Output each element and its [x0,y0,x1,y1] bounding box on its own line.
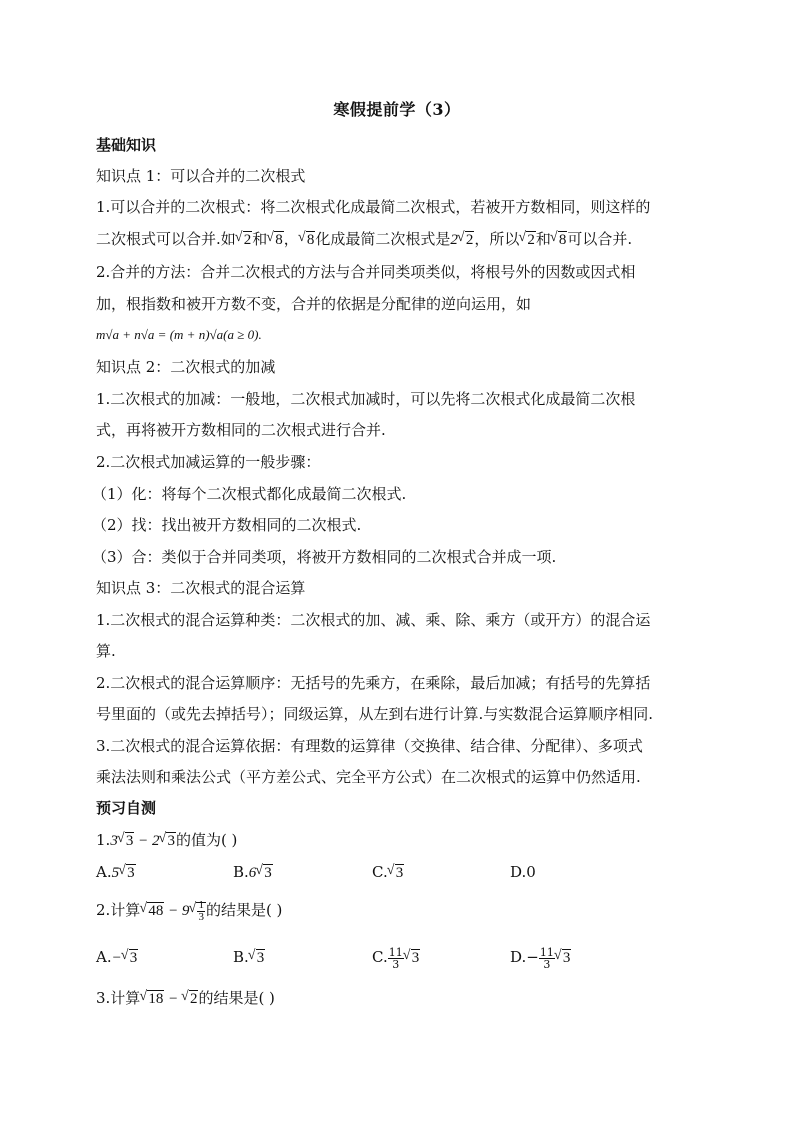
q1-expr: 3√ 3 − 2√ 3 [110,833,176,849]
k3-p1-line2: 算. [96,642,116,660]
q3-stem [96,987,275,1010]
comma: ， [283,230,299,248]
k3-p2-line2: 号里面的（或先去掉括号）；同级运算，从左到右进行计算.与实数混合运算顺序相同. [96,705,654,723]
q2-expr: √ 48 − 9 √ $\frac{1}{3}$ [140,903,206,919]
sqrt8-expr-2: √ 8 [299,229,316,251]
q2-option-a[interactable]: A.−√ 3 [96,946,138,969]
k2-heading: 知识点 2：二次根式的加减 [96,358,276,376]
q3-prefix: 3.计算 [96,989,141,1007]
sqrt8-expr-3: √ 8 [551,229,568,251]
q1-suffix: 的值为( ) [175,831,238,849]
section-basics-heading: 基础知识 [96,136,157,154]
section-preview-heading: 预习自测 [96,799,157,817]
k1-heading: 知识点 1：可以合并的二次根式 [96,167,306,185]
q2-prefix: 2.计算 [96,901,141,919]
k2-step2: （2）找：找出被开方数相同的二次根式. [92,516,362,534]
q2-option-c[interactable]: C. $\frac{11}{3}$ √ 3 [372,946,420,970]
k3-p3-line1: 3.二次根式的混合运算依据：有理数的运算律（交换律、结合律、分配律）、多项式 [96,737,643,755]
two-sqrt2-expr: 2√ 2 [450,232,474,248]
k1-p1-end: 可以合并. [567,230,633,248]
conj-and: 和 [252,230,268,248]
q2-option-b[interactable]: B.√ 3 [233,946,265,969]
k2-step3: （3）合：类似于合并同类项，将被开方数相同的二次根式合并成一项. [92,548,557,566]
k1-formula: m√a + n√a = (m + n)√a(a ≥ 0). [96,327,262,342]
q3-suffix: 的结果是( ) [198,989,275,1007]
q2-stem [96,899,282,923]
k3-heading: 知识点 3：二次根式的混合运算 [96,579,306,597]
sqrt8-expr: √ 8 [267,229,284,251]
sqrt2-expr: √ 2 [236,229,253,251]
k1-p1-so: ，所以 [474,230,520,248]
k1-p1-line2 [96,228,632,251]
q1-option-d[interactable]: D.0 [510,863,536,881]
q2-suffix: 的结果是( ) [205,901,283,919]
k2-p2: 2.二次根式加减运算的一般步骤： [96,453,321,471]
k1-p2-line2: 加，根指数和被开方数不变，合并的依据是分配律的逆向运用，如 [96,295,532,313]
q2-option-d[interactable]: D.− $\frac{11}{3}$ √ 3 [510,946,571,970]
k2-p1-line1: 1.二次根式的加减：一般地，二次根式加减时，可以先将二次根式化成最简二次根 [96,390,636,408]
k2-p1-line2: 式，再将被开方数相同的二次根式进行合并. [96,421,386,439]
q1-option-b[interactable]: B.6√ 3 [233,861,273,884]
q1-option-c[interactable]: C.√ 3 [372,861,404,884]
q1-stem [96,829,237,852]
k3-p1-line1: 1.二次根式的混合运算种类：二次根式的加、减、乘、除、乘方（或开方）的混合运 [96,611,651,629]
k1-p2-line1: 2.合并的方法：合并二次根式的方法与合并同类项类似，将根号外的因数或因式相 [96,263,636,281]
k2-step1: （1）化：将每个二次根式都化成最简二次根式. [92,485,407,503]
q1-option-a[interactable]: A.5√ 3 [96,861,136,884]
k1-p1-mid: 化成最简二次根式是 [315,230,451,248]
page-title: 寒假提前学（3） [333,100,461,119]
k3-p3-line2: 乘法法则和乘法公式（平方差公式、完全平方公式）在二次根式的运算中仍然适用. [96,768,641,786]
q3-expr: √ 18 − √ 2 [140,991,198,1007]
conj-and-2: 和 [535,230,551,248]
k3-p2-line1: 2.二次根式的混合运算顺序：无括号的先乘方，在乘除，最后加减；有括号的先算括 [96,674,651,692]
sqrt2-expr-2: √ 2 [519,229,536,251]
k1-p1-prefix: 二次根式可以合并.如 [96,230,236,248]
q1-number: 1. [96,831,111,849]
k1-p1-line1: 1.可以合并的二次根式：将二次根式化成最简二次根式，若被开方数相同，则这样的 [96,198,651,216]
